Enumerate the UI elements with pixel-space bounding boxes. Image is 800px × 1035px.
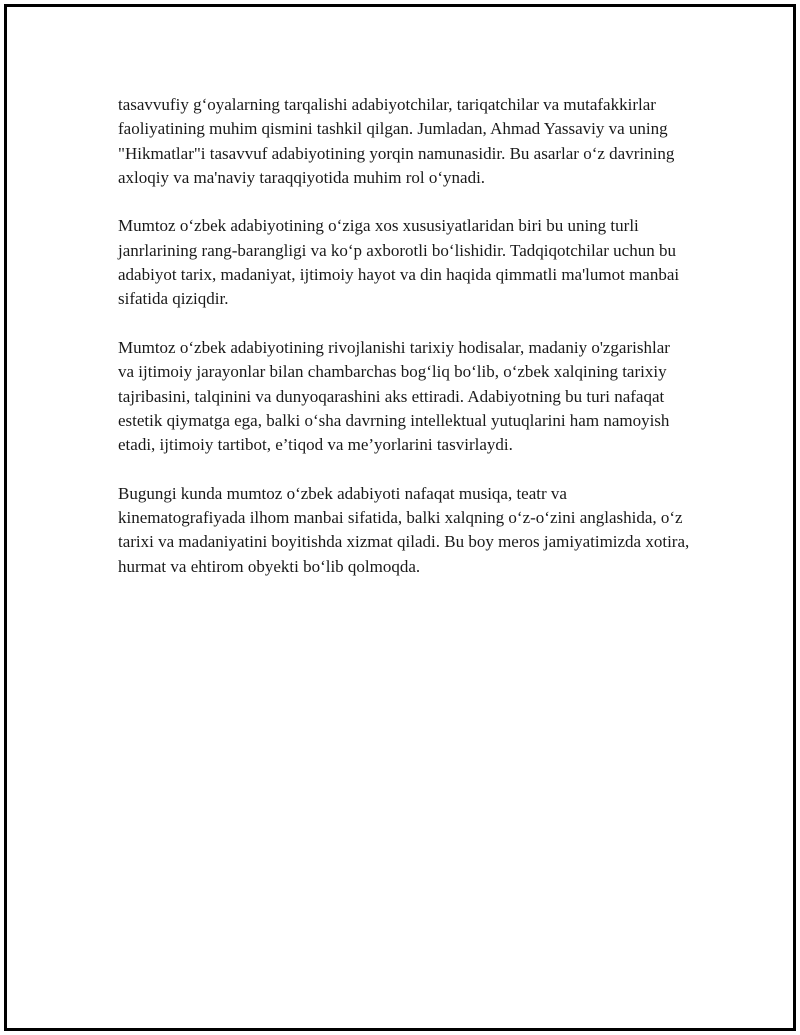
- paragraph-4: Bugungi kunda mumtoz o‘zbek adabiyoti nafaqat musiqa, teatr va kinematografiyada ilhom manbai sifatida, balki xalqning o‘z-o‘zini anglashida, o‘z tarixi va madaniyatini boyitishda xizmat qiladi. Bu boy meros jamiyatimizda xotira, hurmat va ehtirom obyekti bo‘lib qolmoqda.: [118, 483, 690, 576]
- document-body: [118, 93, 690, 603]
- paragraph-3: Mumtoz o‘zbek adabiyotining rivojlanishi tarixiy hodisalar, madaniy o'zgarishlar va ijtimoiy jarayonlar bilan chambarchas bog‘liq bo‘lib, o‘zbek xalqining tarixiy tajribasini, talqinini va dunyoqarashini aks ettiradi. Adabiyotning bu turi nafaqat estetik qiymatga ega, balki o‘sha davrning intellektual yutuqlarini ham namoyish etadi, ijtimoiy tartibot, e’tiqod va me’yorlarini tasvirlaydi.: [118, 337, 670, 455]
- paragraph-2: Mumtoz o‘zbek adabiyotining o‘ziga xos xususiyatlaridan biri bu uning turli janrlarining rang-barangligi va ko‘p axborotli bo‘lishidir. Tadqiqotchilar uchun bu adabiyot tarix, madaniyat, ijtimoiy hayot va din haqida qimmatli ma'lumot manbai sifatida qiziqdir.: [118, 216, 680, 309]
- paragraph-1: tasavvufiy g‘oyalarning tarqalishi adabiyotchilar, tariqatchilar va mutafakkirlar faoliyatining muhim qismini tashkil qilgan. Jumladan, Ahmad Yassaviy va uning "Hikmatlar"i tasavvuf adabiyotining yorqin namunasidir. Bu asarlar o‘z davrining axloqiy va ma'naviy taraqqiyotida muhim rol o‘ynadi.: [118, 95, 675, 187]
